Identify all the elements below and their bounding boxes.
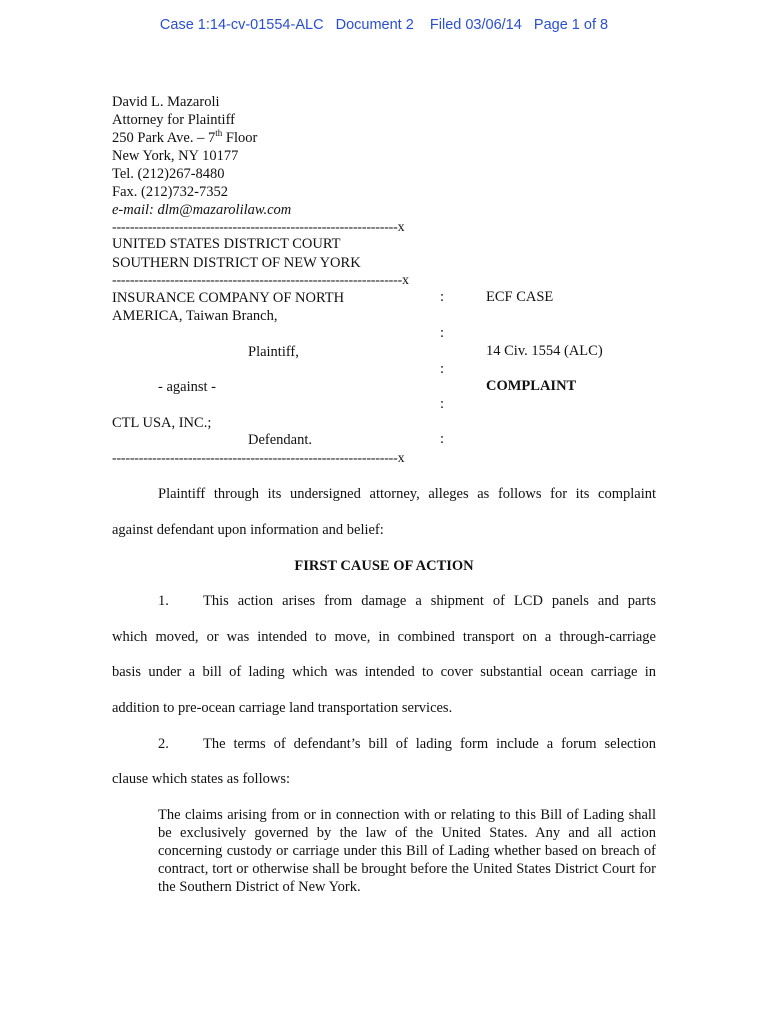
ecf-case-label: ECF CASE [486,289,554,305]
attorney-name: David L. Mazaroli [112,94,220,110]
attorney-address [112,129,257,147]
paragraph-2-line-1: The terms of defendant’s bill of lading form include a forum selection [203,736,656,752]
against-label: - against - [158,379,216,395]
address-prefix: 250 Park Ave. – 7 [112,130,216,146]
paragraph-1-line-3: basis under a bill of lading which was intended to cover substantial ocean carriage in [112,664,656,680]
divider-line-1: ----------------------------------------------------------------x [112,221,405,235]
caption-colon: : [440,396,445,412]
court-name-line-1: UNITED STATES DISTRICT COURT [112,236,341,252]
divider-line-3: ----------------------------------------------------------------x [112,452,405,466]
attorney-fax: Fax. (212)732-7352 [112,184,228,200]
case-number: 14 Civ. 1554 (ALC) [486,343,603,359]
plaintiff-name-line-2: AMERICA, Taiwan Branch, [112,308,278,324]
ecf-filing-header: Case 1:14-cv-01554-ALC Document 2 Filed 03/06/14 Page 1 of 8 [159,17,609,33]
attorney-email: e-mail: dlm@mazarolilaw.com [112,202,292,218]
paragraph-2-line-2: clause which states as follows: [112,771,290,787]
caption-colon: : [440,431,445,447]
intro-line-1: Plaintiff through its undersigned attorney, alleges as follows for its complaint [158,486,656,502]
paragraph-1-line-4: addition to pre-ocean carriage land transportation services. [112,700,453,716]
plaintiff-label: Plaintiff, [248,344,299,360]
court-name-line-2: SOUTHERN DISTRICT OF NEW YORK [112,255,361,271]
paragraph-1-line-2: which moved, or was intended to move, in combined transport on a through-carriage [112,629,656,645]
address-suffix: Floor [222,130,258,146]
paragraph-2-number: 2. [158,736,169,752]
section-heading: FIRST CAUSE OF ACTION [294,558,474,574]
caption-colon: : [440,289,445,305]
attorney-city: New York, NY 10177 [112,148,239,164]
paragraph-1-line-1: This action arises from damage a shipment of LCD panels and parts [203,593,656,609]
intro-line-2: against defendant upon information and belief: [112,522,384,538]
caption-colon: : [440,325,445,341]
caption-colon: : [440,361,445,377]
paragraph-1-number: 1. [158,593,169,609]
attorney-role: Attorney for Plaintiff [112,112,235,128]
attorney-tel: Tel. (212)267-8480 [112,166,225,182]
divider-line-2: -----------------------------------------------------------------x [112,274,409,288]
plaintiff-name-line-1: INSURANCE COMPANY OF NORTH [112,290,345,306]
address-superscript: th [215,128,223,139]
defendant-name: CTL USA, INC.; [112,415,212,431]
defendant-label: Defendant. [248,432,313,448]
forum-selection-quote: The claims arising from or in connection with or relating to this Bill of Lading shall be exclusively governed by the law of the United States. Any and all action concerning custody or carriage under this Bill of Lading whether based on breach of contract, tort or otherwise shall be brought before the United States District Court for the Southern District of New York. [158,807,656,895]
document-type: COMPLAINT [486,378,577,394]
